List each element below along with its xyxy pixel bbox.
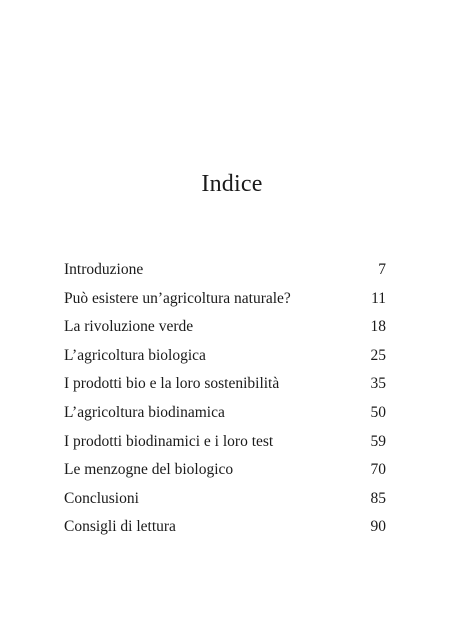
toc-entry-label: L’agricoltura biodinamica [64,403,225,421]
toc-entry-page: 85 [370,489,386,507]
toc-entry-page: 7 [378,261,386,278]
toc-entry-prodotti-biodinamici [64,428,386,457]
toc-entry-page: 18 [370,318,386,336]
toc-entry-agricoltura-biodinamica [64,399,386,428]
toc-entry-page: 50 [370,403,386,421]
toc-entry-label: Conclusioni [64,489,139,507]
toc-entry-page: 59 [370,432,386,450]
page-title: Indice [201,171,263,197]
toc-entry-label: I prodotti bio e la loro sostenibilità [64,375,280,393]
toc-entry-label: I prodotti biodinamici e i loro test [64,432,274,450]
toc-entry-menzogne-biologico [64,456,386,485]
toc-entry-page: 35 [370,375,386,393]
toc-entry-prodotti-bio [64,370,386,399]
toc-entry-page: 11 [371,289,386,307]
toc-entry-consigli-lettura [64,513,386,542]
toc-entry-label: Consigli di lettura [64,518,176,536]
toc-entry-page: 90 [370,518,386,536]
table-of-contents [64,256,386,542]
toc-entry-label: Può esistere un’agricoltura naturale? [64,289,291,307]
toc-entry-agricoltura-biologica [64,342,386,371]
toc-entry-label: La rivoluzione verde [64,318,194,336]
toc-entry-rivoluzione-verde [64,313,386,342]
toc-entry-label: Le menzogne del biologico [64,461,234,479]
toc-entry-page: 25 [370,346,386,364]
toc-entry-label: Introduzione [64,261,144,278]
toc-entry-agricoltura-naturale [64,285,386,314]
toc-entry-introduzione [64,256,386,285]
toc-entry-label: L’agricoltura biologica [64,346,206,364]
toc-entry-conclusioni [64,485,386,514]
toc-entry-page: 70 [370,461,386,479]
